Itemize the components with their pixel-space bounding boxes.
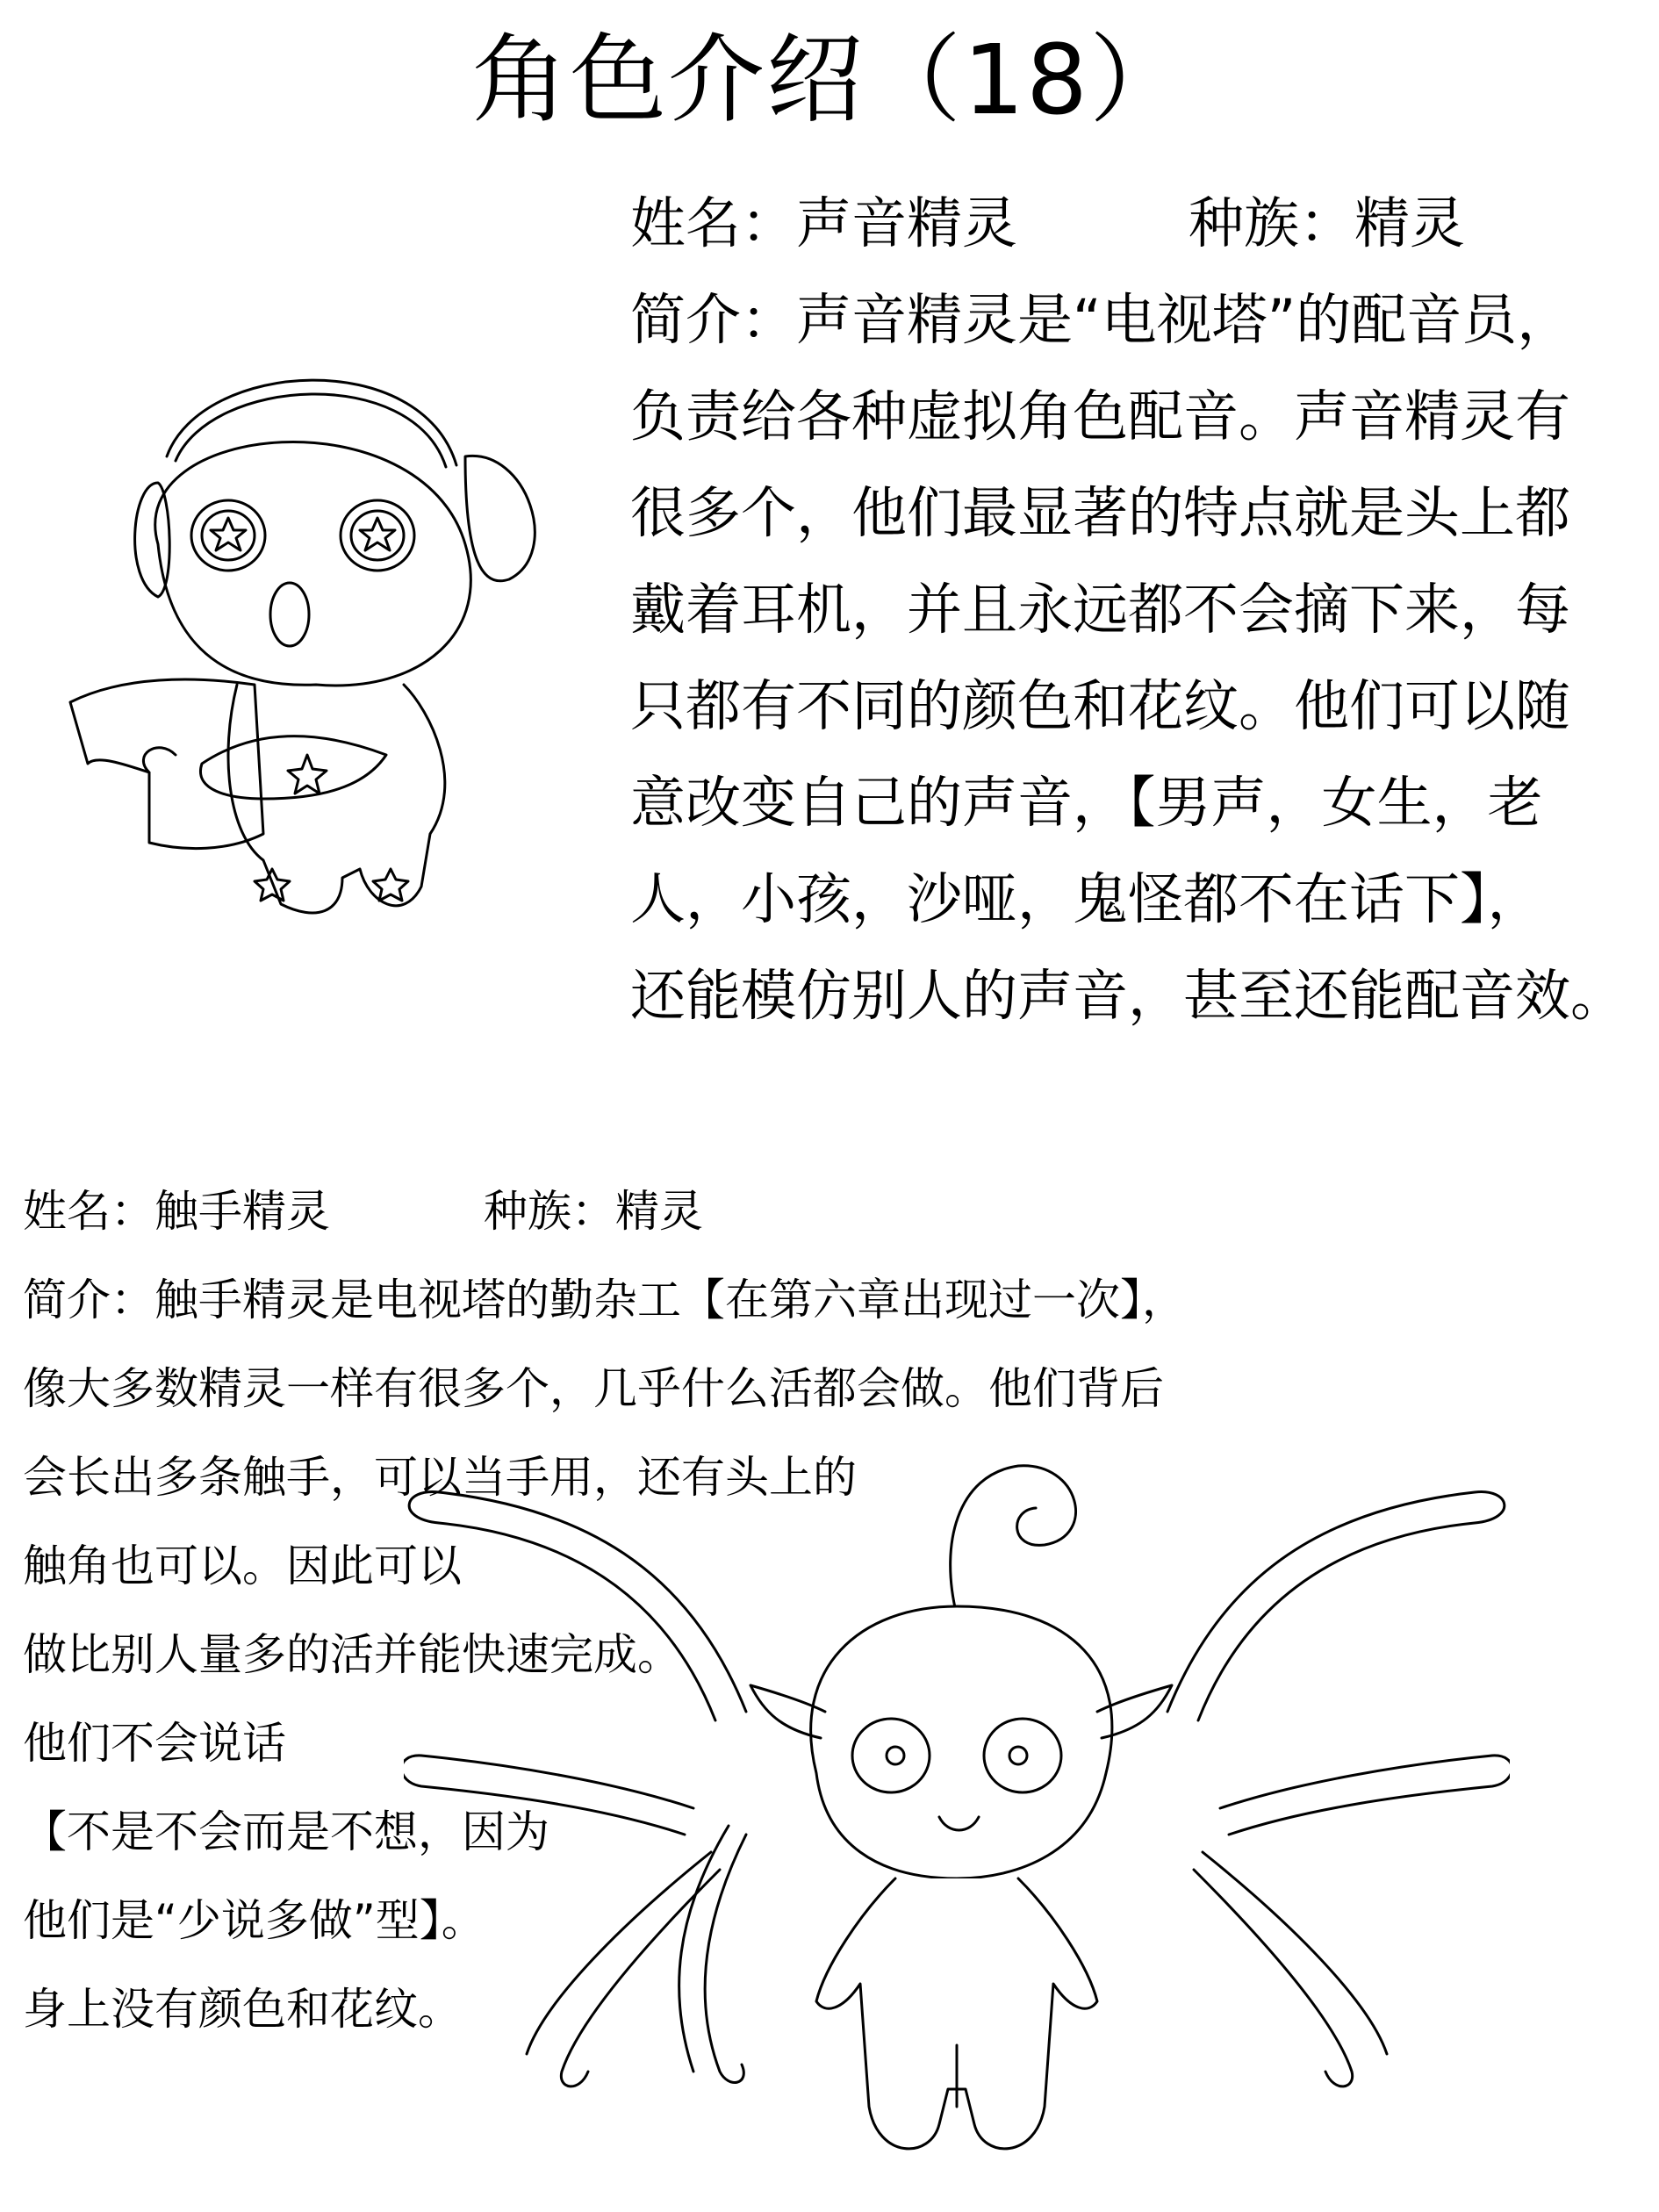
race-label: 种族： <box>484 1186 615 1237</box>
sound-spirit-illustration <box>53 342 614 957</box>
page-title: 角色介绍（18） <box>471 24 1188 136</box>
character-race: 精灵 <box>1354 191 1465 255</box>
profile-tentacle-spirit <box>23 1167 1427 2054</box>
intro-line: 只都有不同的颜色和花纹。他们可以随 <box>630 674 1570 738</box>
name-label: 姓名： <box>630 191 796 255</box>
character-name: 触手精灵 <box>154 1186 330 1237</box>
character-race: 精灵 <box>615 1186 703 1237</box>
intro-line: 他们不会说话 <box>23 1718 286 1769</box>
intro-line: 简介：触手精灵是电视塔的勤杂工【在第六章出现过一次】， <box>23 1275 1186 1325</box>
intro-line: 人，小孩，沙哑，鬼怪都不在话下】， <box>630 867 1543 931</box>
intro-line: 很多个，他们最显著的特点就是头上都 <box>630 481 1570 545</box>
intro-line: 简介：声音精灵是“电视塔”的配音员， <box>630 288 1573 352</box>
intro-line: 意改变自己的声音，【男声，女生，老 <box>630 771 1543 835</box>
name-race-row <box>630 176 1659 272</box>
intro-line: 戴着耳机，并且永远都不会摘下来，每 <box>630 578 1570 642</box>
name-race-row <box>23 1167 1427 1256</box>
character-name: 声音精灵 <box>796 191 1017 255</box>
intro-line: 触角也可以。因此可以 <box>23 1540 462 1591</box>
intro-line: 会长出多条触手，可以当手用，还有头上的 <box>23 1452 857 1503</box>
intro-line: 他们是“少说多做”型】。 <box>23 1895 485 1946</box>
intro-line: 负责给各种虚拟角色配音。声音精灵有 <box>630 384 1570 449</box>
intro-line: 【不是不会而是不想，因为 <box>23 1806 549 1857</box>
name-label: 姓名： <box>23 1186 154 1237</box>
race-label: 种族： <box>1189 191 1354 255</box>
intro-line: 像大多数精灵一样有很多个，几乎什么活都会做。他们背后 <box>23 1363 1164 1414</box>
intro-line: 做比别人量多的活并能快速完成。 <box>23 1629 681 1680</box>
profile-sound-spirit <box>630 176 1659 1045</box>
intro-line: 还能模仿别人的声音，甚至还能配音效。 <box>630 964 1626 1028</box>
intro-line: 身上没有颜色和花纹。 <box>23 1984 462 2035</box>
